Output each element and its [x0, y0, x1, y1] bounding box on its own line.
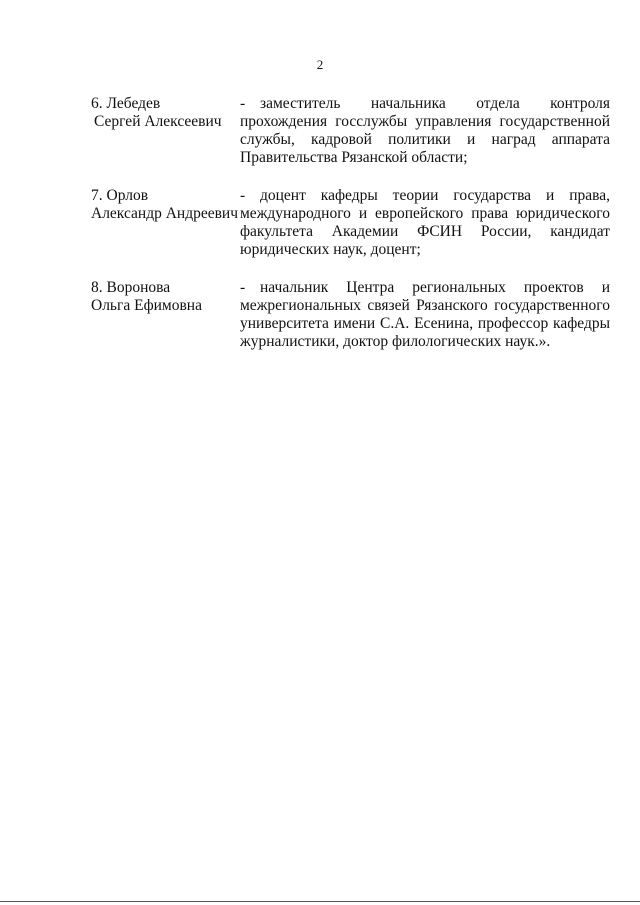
dash: - — [240, 279, 246, 296]
member-index: 7. — [91, 187, 103, 204]
member-entry — [91, 279, 610, 351]
member-list — [91, 95, 610, 371]
dash: - — [240, 95, 246, 112]
member-name — [91, 279, 240, 351]
member-surname: Воронова — [106, 279, 171, 296]
member-surname: Орлов — [106, 187, 149, 204]
member-name — [91, 187, 240, 259]
member-position: доцент кафедры теории государства и права, международного и европейского права юридического факультета Академии ФСИН России, кандидат юридических наук, доцент; — [240, 187, 610, 258]
member-given-names: Александр Андреевич — [91, 205, 239, 222]
member-position: заместитель начальника отдела контроля прохождения госслужбы управления государственной службы, кадровой политики и наград аппарата Правительства Рязанской области; — [240, 95, 610, 166]
member-entry — [91, 95, 610, 167]
member-index: 8. — [91, 279, 103, 296]
member-description — [240, 187, 610, 259]
member-description — [240, 279, 610, 351]
member-index: 6. — [91, 95, 103, 112]
member-given-names: Ольга Ефимовна — [91, 297, 202, 314]
member-name — [91, 95, 240, 167]
member-description — [240, 95, 610, 167]
member-entry — [91, 187, 610, 259]
dash: - — [240, 187, 246, 204]
page-number: 2 — [316, 57, 324, 72]
member-given-names: Сергей Алексеевич — [94, 113, 222, 130]
page-bottom-rule — [0, 901, 640, 902]
member-position: начальник Центра региональных проектов и межрегиональных связей Рязанского государственного университета имени С.А. Есенина, профессор кафедры журналистики, доктор филологических наук.». — [240, 279, 610, 350]
member-surname: Лебедев — [106, 95, 161, 112]
